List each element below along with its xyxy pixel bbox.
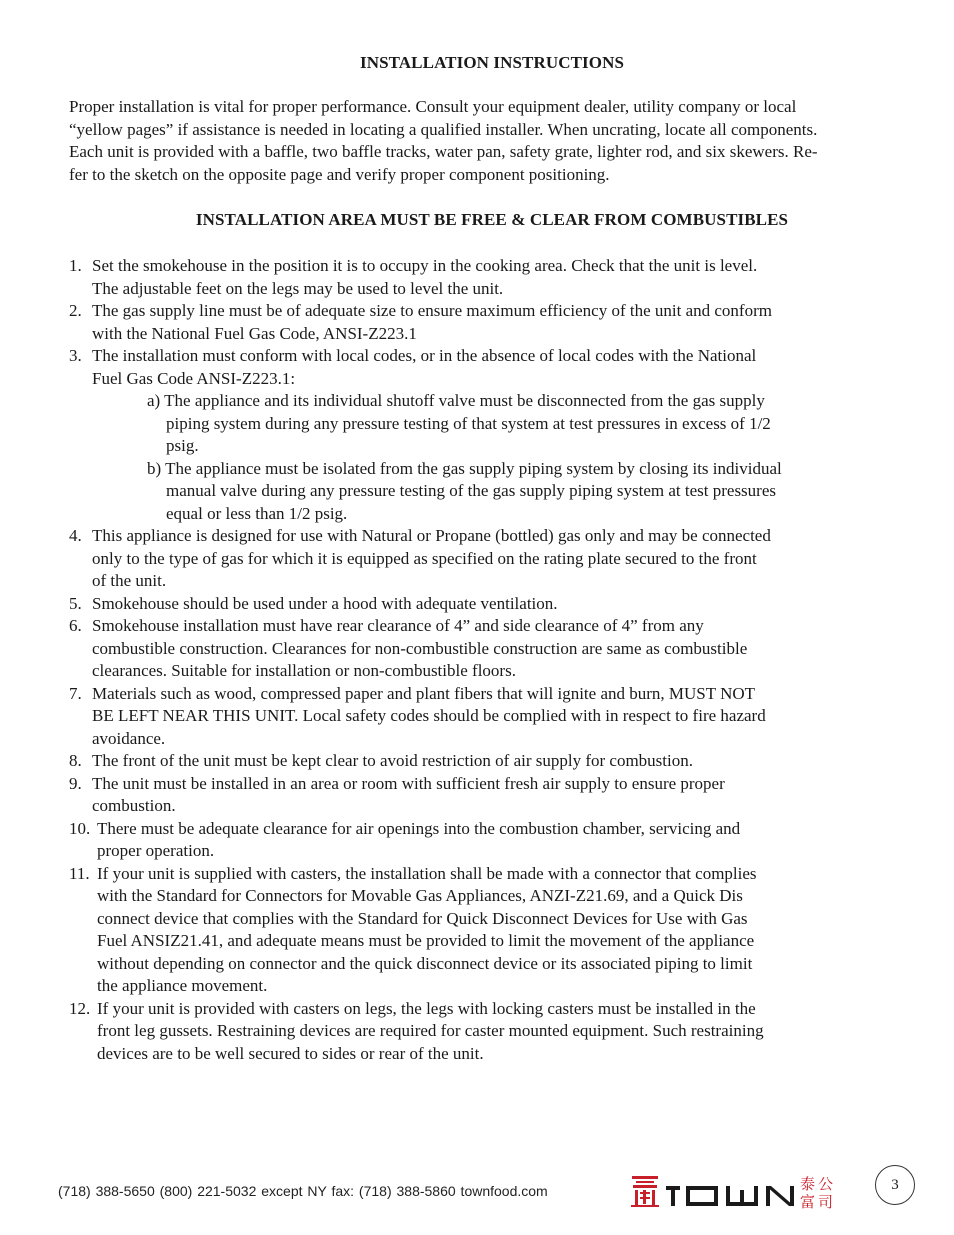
sub-item-text-line: piping system during any pressure testing of that system at test pressures in excess of 1/2 [166,413,771,433]
item-text-line: with the National Fuel Gas Code, ANSI-Z223.1 [92,323,417,343]
item-number: 10. [69,818,91,838]
instruction-list [69,255,889,1065]
item-text-line: The gas supply line must be of adequate size to ensure maximum efficiency of the unit and conform [92,301,772,320]
item-text-line: Smokehouse installation must have rear clearance of 4” and side clearance of 4” from any [92,616,704,635]
list-item [69,525,889,593]
intro-line: fer to the sketch on the opposite page and verify proper component positioning. [69,164,610,184]
item-text-line: of the unit. [92,571,167,590]
sub-item [92,458,889,526]
item-text-line: the appliance movement. [97,976,268,995]
sub-item-text-line: equal or less than 1/2 psig. [166,503,348,523]
list-item [69,683,889,751]
item-text-line: combustible construction. Clearances for non-combustible construction are same as combustible [92,638,748,658]
item-number: 2. [69,301,82,320]
sub-item-text-line: psig. [166,436,199,455]
item-number: 11. [69,863,90,883]
item-text-line: The unit must be installed in an area or room with sufficient fresh air supply to ensure proper [92,773,725,793]
list-item [69,300,889,345]
item-text-line: only to the type of gas for which it is equipped as specified on the rating plate secured to the front [92,548,757,568]
item-number: 4. [69,526,82,545]
list-item [69,773,889,818]
item-number: 3. [69,346,82,365]
logo-char: 公 [818,1175,834,1193]
town-logo [630,1172,852,1210]
item-text-line: If your unit is supplied with casters, the installation shall be made with a connector that complies [97,863,757,883]
logo-char: 司 [818,1193,834,1210]
item-text-line: devices are to be well secured to sides or rear of the unit. [97,1043,484,1063]
list-item [69,345,889,525]
item-text-line: This appliance is designed for use with Natural or Propane (bottled) gas only and may be connected [92,526,771,545]
list-item [69,750,889,773]
item-text-line: The adjustable feet on the legs may be used to level the unit. [92,278,504,298]
item-text-line: The installation must conform with local codes, or in the absence of local codes with the National [92,346,757,365]
item-text-line: Fuel ANSIZ21.41, and adequate means must be provided to limit the movement of the appliance [97,931,755,950]
item-text-line: There must be adequate clearance for air openings into the combustion chamber, servicing and [97,818,741,838]
sub-item-text-line: a) The appliance and its individual shutoff valve must be disconnected from the gas supply [147,391,765,410]
item-text-line: BE LEFT NEAR THIS UNIT. Local safety codes should be complied with in respect to fire hazard [92,706,766,725]
item-text-line: avoidance. [92,728,166,748]
item-text-line: clearances. Suitable for installation or non-combustible floors. [92,661,516,680]
intro-line: Proper installation is vital for proper performance. Consult your equipment dealer, utility company or local [69,97,797,116]
logo-char: 富 [800,1193,816,1210]
item-number: 9. [69,773,82,793]
sub-item-text-line: manual valve during any pressure testing of the gas supply piping system at test pressures [166,481,776,500]
intro-line: Each unit is provided with a baffle, two baffle tracks, water pan, safety grate, lighter rod, and six skewers. Re- [69,142,818,162]
page-number: 3 [875,1165,915,1205]
item-text-line: Fuel Gas Code ANSI-Z223.1: [92,368,296,388]
item-text-line: Set the smokehouse in the position it is to occupy in the cooking area. Check that the unit is level. [92,256,758,275]
item-number: 5. [69,593,82,613]
item-number: 1. [69,256,82,275]
item-number: 6. [69,616,82,635]
item-text-line: The front of the unit must be kept clear to avoid restriction of air supply for combustion. [92,751,693,770]
intro-paragraph [69,96,901,186]
list-item [69,863,889,998]
item-number: 8. [69,751,82,770]
footer-contact: (718) 388-5650 (800) 221-5032 except NY fax: (718) 388-5860 townfood.com [58,1183,548,1199]
item-number: 7. [69,683,82,703]
item-text-line: front leg gussets. Restraining devices are required for caster mounted equipment. Such restraining [97,1021,764,1040]
list-item [69,255,889,300]
sub-item-text-line: b) The appliance must be isolated from the gas supply piping system by closing its individual [147,458,782,478]
page-title: INSTALLATION INSTRUCTIONS [359,53,625,72]
item-text-line: Smokehouse should be used under a hood with adequate ventilation. [92,593,558,613]
item-text-line: connect device that complies with the Standard for Quick Disconnect Devices for Use with Gas [97,908,748,928]
warning-heading: INSTALLATION AREA MUST BE FREE & CLEAR FROM COMBUSTIBLES [195,210,789,229]
list-item [69,615,889,683]
item-text-line: with the Standard for Connectors for Movable Gas Appliances, ANZI-Z21.69, and a Quick Dis [97,886,743,905]
list-item [69,818,889,863]
list-item [69,593,889,616]
sub-item [92,390,889,458]
item-text-line: without depending on connector and the quick disconnect device or its associated piping to limit [97,953,753,973]
item-text-line: proper operation. [97,841,215,860]
item-text-line: Materials such as wood, compressed paper and plant fibers that will ignite and burn, MUST NOT [92,683,756,703]
logo-char: 泰 [800,1175,816,1193]
item-text-line: combustion. [92,796,176,815]
item-number: 12. [69,998,91,1018]
item-text-line: If your unit is provided with casters on legs, the legs with locking casters must be installed in the [97,998,756,1018]
intro-line: “yellow pages” if assistance is needed in locating a qualified installer. When uncrating, locate all components. [69,119,818,139]
list-item [69,998,889,1066]
